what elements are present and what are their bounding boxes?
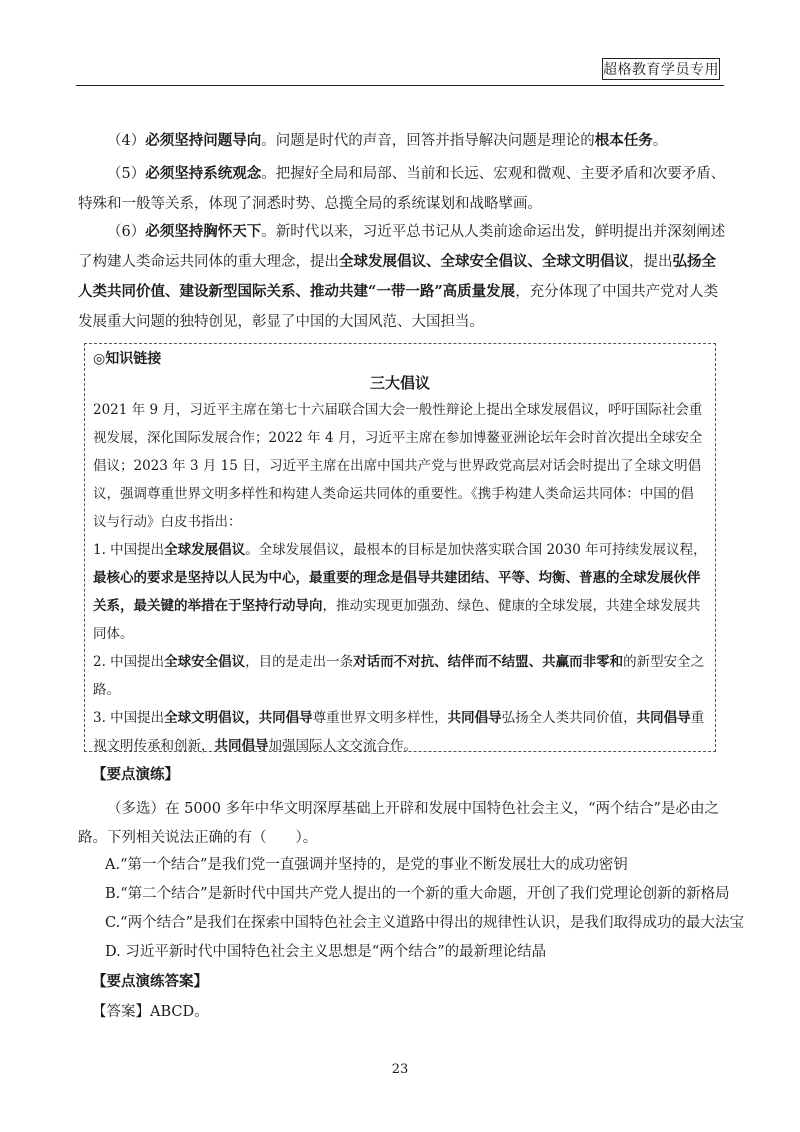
knowledge-link-label: ◎知识链接 [93, 351, 162, 367]
item-2-text-3: 的新型安全之路。 [93, 654, 705, 698]
item-2-text-2: ，目的是走出一条 [245, 654, 354, 670]
item-3-bold-3: 共同倡导 [636, 710, 691, 726]
knowledge-intro: 2021 年 9 月，习近平主席在第七十六届联合国大会一般性辩论上提出全球发展倡议，呼吁国际社会重视发展，深化国际发展合作；2022 年 4 月，习近平主席在参加博鳌亚洲论坛年会时首次提出全球安全倡议；2023 年 3 月 15 日，习近平主席在出席中国共产党与世界政党高层对话会时提出了全球文明倡议，强调尊重世界文明多样性和构建人类命运共同体的重要性。《携手构建人类命运共同体：中国的倡议与行动》白皮书指出： [93, 402, 703, 530]
item-1-bold-2: 最核心的要求是坚持以人民为中心，最重要的理念是倡导共建团结、平等、均衡、普惠的全球发展伙伴关系，最关键的举措在于坚持行动导向 [93, 570, 701, 614]
item-3-text-4: 重视文明传承和创新， [93, 710, 705, 754]
answer-heading: 【要点演练答案】 [92, 973, 208, 990]
item-2-prefix: 2. 中国提出 [93, 654, 165, 670]
point-6-initiatives: 全球发展倡议、全球安全倡议、全球文明倡议 [339, 253, 629, 270]
knowledge-item-3 [93, 704, 707, 760]
header-divider [76, 85, 724, 86]
point-6-values: 弘扬全人类共同价值、建设新型国际关系、推动共建“一带一路”高质量发展 [78, 253, 716, 300]
item-2-bold-1: 全球安全倡议 [164, 654, 246, 670]
page-number: 23 [391, 1062, 409, 1077]
item-2-bold-2: 对话而不对抗、结伴而不结盟、共赢而非零和 [353, 654, 624, 670]
point-6-text-3: ，充分体现了中国共产党对人类发展重大问题的独特创见，彰显了中国的大国风范、大国担当。 [78, 284, 719, 330]
point-4-keyword: 根本任务 [594, 132, 653, 149]
item-1-prefix: 1. 中国提出 [93, 542, 165, 558]
exercise-heading: 【要点演练】 [92, 766, 179, 783]
point-4-title: 必须坚持问题导向 [145, 132, 262, 149]
answer-text: 【答案】ABCD。 [92, 1004, 209, 1020]
option-c: C.“两个结合”是我们在探索中国特色社会主义道路中得出的规律性认识，是我们取得成功的最大法宝 [105, 915, 745, 931]
point-6-text-1: 。新时代以来，习近平总书记从人类前途命运出发，鲜明提出并深刻阐述了构建人类命运共同体的重大理念，提出 [78, 224, 726, 270]
item-1-text-2: 。全球发展倡议，最根本的目标是加快落实联合国 2030 年可持续发展议程， [245, 542, 707, 558]
point-6-text-2: ，提出 [629, 254, 673, 270]
item-3-text-2: 尊重世界文明多样性， [312, 710, 448, 726]
point-6-title: 必须坚持胸怀天下 [145, 223, 262, 240]
item-3-bold-4: 共同倡导 [214, 738, 269, 754]
item-3-prefix: 3. 中国提出 [93, 710, 165, 726]
item-3-text-5: 加强国际人文交流合作。 [268, 738, 417, 754]
point-6-num: （6） [107, 224, 146, 240]
point-4-num: （4） [107, 133, 146, 149]
knowledge-item-1 [93, 536, 707, 648]
point-5-text: 。把握好全局和局部、当前和长远、宏观和微观、主要矛盾和次要矛盾、特殊和一般等关系，体现了洞悉时势、总揽全局的系统谋划和战略擘画。 [78, 166, 726, 212]
item-3-bold-2: 共同倡导 [447, 710, 502, 726]
item-1-text-3: ，推动实现更加强劲、绿色、健康的全球发展，共建全球发展共同体。 [93, 598, 701, 642]
item-1-bold-1: 全球发展倡议 [164, 542, 246, 558]
point-4 [78, 126, 726, 156]
option-b: B.“第二个结合”是新时代中国共产党人提出的一个新的重大命题，开创了我们党理论创新的新格局 [105, 886, 730, 902]
header-tag: 超格教育学员专用 [602, 58, 720, 80]
point-6 [78, 217, 726, 337]
knowledge-item-2 [93, 648, 707, 704]
option-d: D. 习近平新时代中国特色社会主义思想是“两个结合”的最新理论结晶 [105, 944, 547, 960]
item-3-text-3: 弘扬全人类共同价值， [501, 710, 637, 726]
option-a: A.“第一个结合”是我们党一直强调并坚持的，是党的事业不断发展壮大的成功密钥 [105, 857, 628, 873]
point-4-end: 。 [652, 133, 668, 149]
knowledge-link-title: 三大倡议 [369, 374, 430, 392]
point-5 [78, 159, 726, 219]
point-5-num: （5） [107, 166, 146, 182]
knowledge-link-box [84, 343, 716, 752]
item-3-bold-1: 全球文明倡议，共同倡导 [164, 710, 313, 726]
exercise-question: （多选）在 5000 多年中华文明深厚基础上开辟和发展中国特色社会主义，“两个结合”是必由之路。下列相关说法正确的有（ ）。 [78, 801, 719, 846]
point-5-title: 必须坚持系统观念 [145, 165, 262, 182]
point-4-text: 。问题是时代的声音，回答并指导解决问题是理论的 [261, 133, 595, 149]
